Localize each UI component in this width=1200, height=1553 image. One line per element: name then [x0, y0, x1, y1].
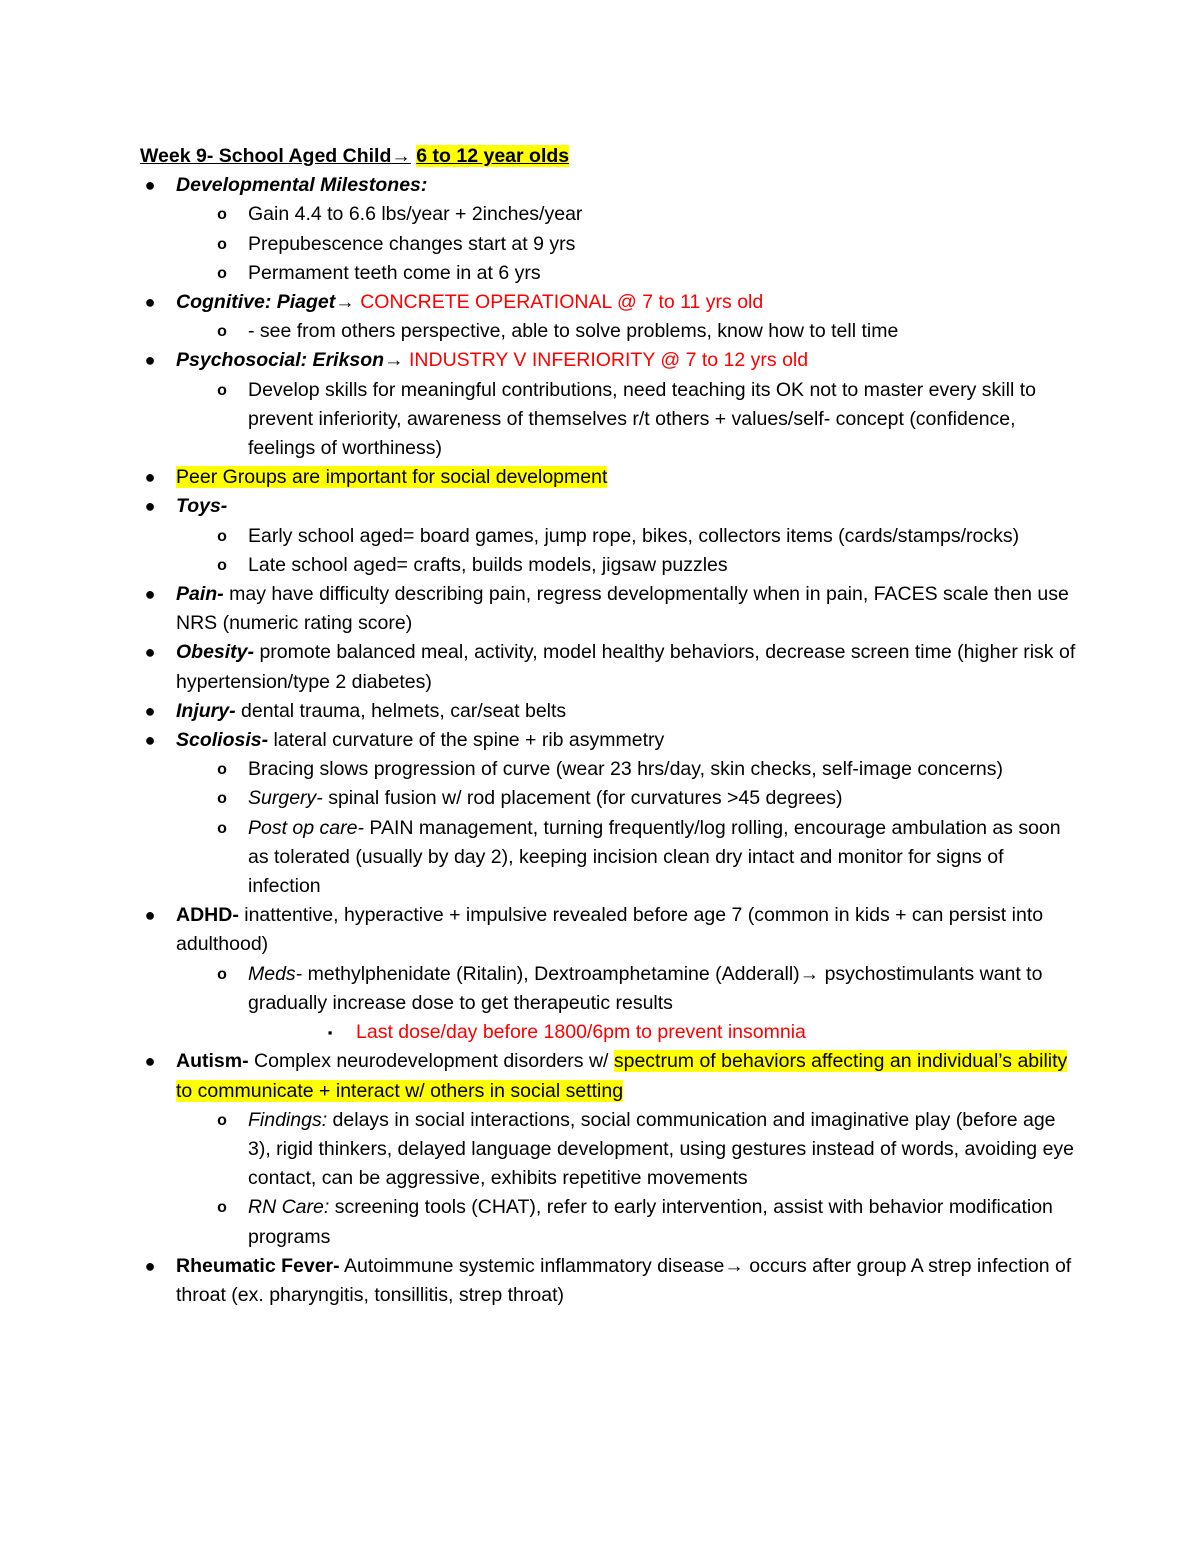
bullet-circle-icon: o — [217, 264, 227, 282]
list-item — [176, 784, 1080, 813]
item-label: Developmental Milestones: — [176, 174, 428, 197]
item-text: Prepubescence changes start at 9 yrs — [248, 232, 576, 255]
item-label: Scoliosis- — [176, 729, 269, 752]
bullet-circle-icon: o — [217, 381, 227, 399]
item-text: inattentive, hyperactive + impulsive revealed before age 7 (common in kids + can persist into adulthood) — [176, 904, 1044, 956]
bullet-dot-icon: ● — [144, 496, 156, 517]
item-text: screening tools (CHAT), refer to early intervention, assist with behavior modification programs — [248, 1196, 1053, 1248]
bullet-circle-icon: o — [217, 965, 227, 983]
item-label: Surgery- — [248, 787, 323, 810]
item-text: Permament teeth come in at 6 yrs — [248, 261, 541, 284]
arrow-icon: → — [724, 1254, 744, 1277]
item-label: Post op care- — [248, 816, 364, 839]
bullet-circle-icon: o — [217, 1199, 227, 1217]
list-item — [176, 317, 1080, 346]
bullet-circle-icon: o — [217, 527, 227, 545]
bullet-dot-icon: ● — [144, 642, 156, 663]
list-item-peer-groups — [140, 463, 1080, 492]
bullet-dot-icon: ● — [144, 350, 156, 371]
item-text: Develop skills for meaningful contributions, need teaching its OK not to master every skill to prevent inferiority, awareness of themselves r/t others + values/self- concept (confidence, feelings of worthiness) — [248, 378, 1036, 460]
item-text: Late school aged= crafts, builds models, jigsaw puzzles — [248, 553, 728, 576]
item-highlight-text: Peer Groups are important for social development — [176, 466, 608, 489]
title-text: Week 9- School Aged Child — [140, 145, 392, 167]
bullet-dot-icon: ● — [144, 467, 156, 488]
list-item — [248, 1018, 1080, 1047]
sub-list — [176, 376, 1080, 464]
item-text: methylphenidate (Ritalin), Dextroamphetamine (Adderall) — [302, 962, 800, 985]
list-item-adhd — [140, 901, 1080, 1047]
item-text: - see from others perspective, able to solve problems, know how to tell time — [248, 320, 899, 343]
list-item — [176, 1193, 1080, 1251]
item-text: Complex neurodevelopment disorders w/ — [248, 1050, 614, 1073]
list-item-autism — [140, 1047, 1080, 1251]
list-item — [176, 230, 1080, 259]
item-text: delays in social interactions, social communication and imaginative play (before age 3), rigid thinkers, delayed language development, using gestures instead of words, avoiding eye contact, can be aggressive, exhibits repetitive movements — [248, 1108, 1075, 1190]
item-text: Early school aged= board games, jump rope, bikes, collectors items (cards/stamps/rocks) — [248, 524, 1020, 547]
bullet-circle-icon: o — [217, 1111, 227, 1129]
arrow-icon: → — [799, 962, 820, 985]
item-highlight-text: spectrum of behaviors affecting an individual’s ability to communicate + interact w/ others in social setting — [176, 1050, 1068, 1102]
item-text: spinal fusion w/ rod placement (for curvatures >45 degrees) — [322, 787, 843, 810]
item-label: Obesity- — [176, 641, 255, 664]
item-red-text: Last dose/day before 1800/6pm to prevent insomnia — [356, 1021, 806, 1044]
list-item — [176, 960, 1080, 1048]
list-item-injury — [140, 697, 1080, 726]
main-bullet-list — [140, 171, 1080, 1310]
item-text: Gain 4.4 to 6.6 lbs/year + 2inches/year — [248, 203, 583, 226]
arrow-icon: → — [335, 291, 355, 314]
item-label: Findings: — [248, 1108, 328, 1131]
item-red-text: CONCRETE OPERATIONAL @ 7 to 11 yrs old — [354, 291, 764, 314]
list-item-pain — [140, 580, 1080, 638]
bullet-circle-icon: o — [217, 790, 227, 808]
item-red-text: INDUSTRY V INFERIORITY @ 7 to 12 yrs old — [403, 349, 809, 372]
list-item — [176, 200, 1080, 229]
item-label: Injury- — [176, 699, 236, 722]
sub-list — [176, 522, 1080, 580]
page-title — [140, 142, 1080, 171]
item-text: promote balanced meal, activity, model healthy behaviors, decrease screen time (higher risk of hypertension/type 2 diabetes) — [176, 641, 1076, 693]
bullet-dot-icon: ● — [144, 700, 156, 721]
bullet-circle-icon: o — [217, 761, 227, 779]
list-item-psychosocial — [140, 346, 1080, 463]
arrow-icon: → — [391, 145, 411, 167]
item-label: Psychosocial: Erikson — [176, 349, 385, 372]
item-text: dental trauma, helmets, car/seat belts — [235, 699, 567, 722]
item-text: psychostimulants want to gradually increase dose to get therapeutic results — [248, 962, 1043, 1014]
bullet-dot-icon: ● — [144, 292, 156, 313]
bullet-dot-icon: ● — [144, 175, 156, 196]
item-label: Autism- — [176, 1050, 249, 1073]
list-item — [176, 755, 1080, 784]
bullet-circle-icon: o — [217, 556, 227, 574]
item-text: occurs after group A strep infection of throat (ex. pharyngitis, tonsillitis, strep throat) — [176, 1254, 1072, 1306]
list-item-scoliosis — [140, 726, 1080, 901]
list-item-developmental — [140, 171, 1080, 288]
sub-list — [176, 317, 1080, 346]
arrow-icon: → — [384, 349, 404, 372]
bullet-dot-icon: ● — [144, 730, 156, 751]
bullet-square-icon: ▪ — [327, 1025, 333, 1041]
item-text: Autoimmune systemic inflammatory disease — [339, 1254, 725, 1277]
list-item-obesity — [140, 638, 1080, 696]
list-item-rheumatic-fever — [140, 1252, 1080, 1310]
list-item — [176, 259, 1080, 288]
sub-list — [176, 200, 1080, 288]
bullet-dot-icon: ● — [144, 905, 156, 926]
list-item — [176, 814, 1080, 902]
bullet-circle-icon: o — [217, 206, 227, 224]
list-item — [176, 522, 1080, 551]
bullet-dot-icon: ● — [144, 584, 156, 605]
sub-list — [176, 960, 1080, 1048]
item-text: lateral curvature of the spine + rib asymmetry — [268, 729, 665, 752]
list-item — [176, 551, 1080, 580]
item-text: may have difficulty describing pain, regress developmentally when in pain, FACES scale then use NRS (numeric rating score) — [176, 583, 1069, 635]
item-text: Bracing slows progression of curve (wear 23 hrs/day, skin checks, self-image concerns) — [248, 758, 1004, 781]
bullet-dot-icon: ● — [144, 1051, 156, 1072]
item-label: Meds- — [248, 962, 303, 985]
title-highlight: 6 to 12 year olds — [416, 145, 570, 167]
sub-list — [176, 1106, 1080, 1252]
list-item — [176, 376, 1080, 464]
bullet-circle-icon: o — [217, 819, 227, 837]
bullet-circle-icon: o — [217, 323, 227, 341]
sub-sub-list — [248, 1018, 1080, 1047]
bullet-circle-icon: o — [217, 235, 227, 253]
list-item-toys — [140, 492, 1080, 580]
sub-list — [176, 755, 1080, 901]
item-text: PAIN management, turning frequently/log rolling, encourage ambulation as soon as tolerated (usually by day 2), keeping incision clean dry intact and monitor for signs of infection — [248, 816, 1061, 898]
list-item-cognitive — [140, 288, 1080, 346]
item-label: RN Care: — [248, 1196, 330, 1219]
bullet-dot-icon: ● — [144, 1255, 156, 1276]
item-label: ADHD- — [176, 904, 239, 927]
item-label: Toys- — [176, 495, 228, 518]
item-label: Pain- — [176, 583, 224, 606]
list-item — [176, 1106, 1080, 1194]
item-label: Cognitive: Piaget — [176, 291, 336, 314]
item-label: Rheumatic Fever- — [176, 1254, 340, 1277]
